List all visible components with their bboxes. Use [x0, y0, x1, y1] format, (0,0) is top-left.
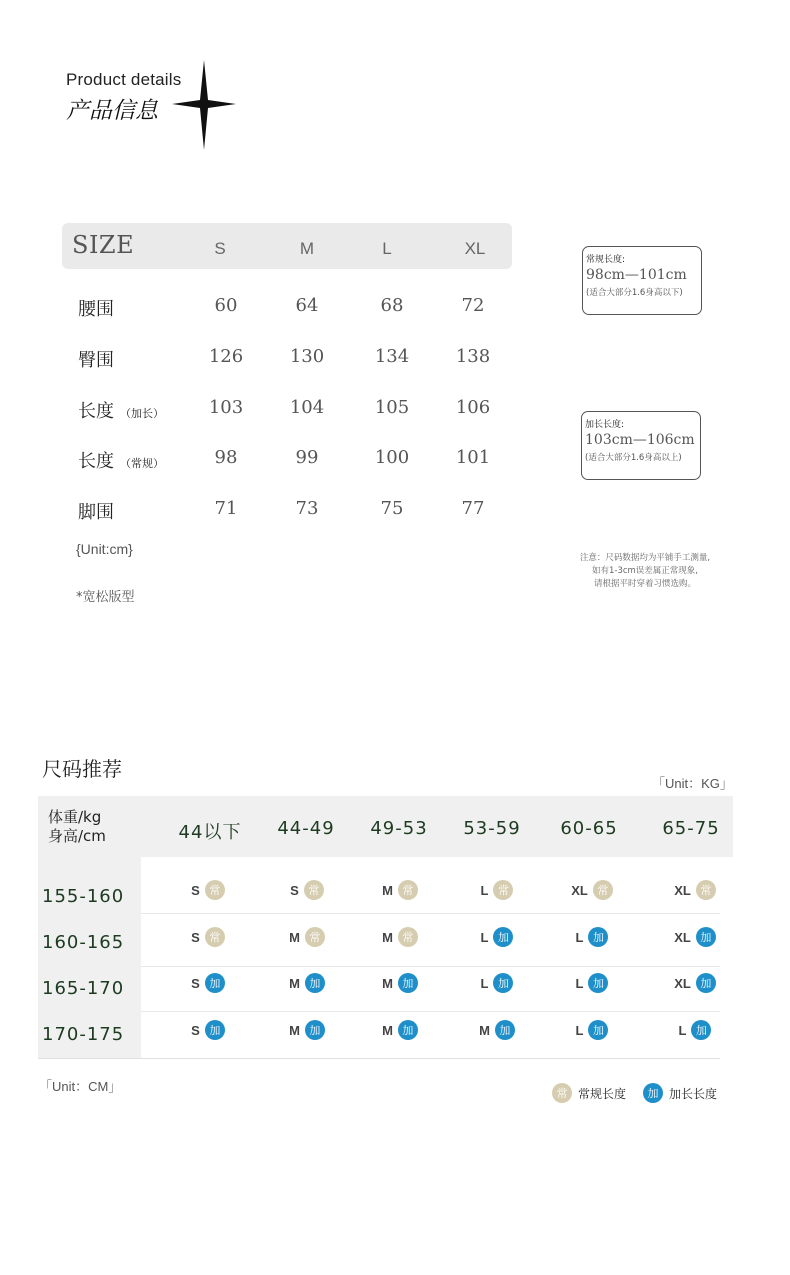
recommendation-cell: [462, 926, 532, 948]
recommendation-cell: [557, 879, 627, 901]
size-value: 130: [289, 346, 325, 367]
regular-badge-icon: 常: [552, 1083, 572, 1103]
size-value: 100: [374, 447, 410, 468]
recommendation-cell: [272, 972, 342, 994]
row-label: [78, 447, 164, 473]
size-value: 64: [295, 295, 319, 316]
recommendation-cell: [462, 1019, 532, 1041]
size-value: 103: [208, 397, 244, 418]
size-value: 77: [461, 498, 485, 519]
recommended-size: L: [575, 975, 584, 991]
size-value: 101: [455, 447, 491, 468]
size-table-header: [62, 223, 512, 269]
legend-label: 常规长度: [578, 1086, 627, 1101]
recommended-size: M: [289, 975, 300, 991]
recommended-size: L: [480, 882, 489, 898]
row-divider: [141, 1011, 720, 1012]
regular-badge-icon: 常: [493, 880, 513, 900]
header-title-en: Product details: [66, 70, 182, 89]
long-badge-icon: 加: [691, 1020, 711, 1040]
weight-col: 65-75: [662, 818, 720, 839]
measurement-notice: [560, 552, 730, 591]
notice-line: 如有1-3cm误差属正常现象,: [591, 566, 699, 576]
size-value: 98: [214, 447, 238, 468]
long-badge-icon: 加: [696, 927, 716, 947]
recommendation-cell: [173, 926, 243, 948]
recommendation-cell: [365, 879, 435, 901]
legend-regular: [552, 1083, 626, 1103]
recommended-size: S: [290, 882, 299, 898]
note-sub: (适合大部分1.6身高以下): [586, 288, 683, 298]
weight-col: 60-65: [560, 818, 618, 839]
row-label-sub: （常规）: [120, 457, 164, 470]
recommended-size: M: [289, 1022, 300, 1038]
long-badge-icon: 加: [398, 973, 418, 993]
regular-badge-icon: 常: [304, 880, 324, 900]
recommended-size: M: [382, 975, 393, 991]
recommended-size: S: [191, 1022, 200, 1038]
weight-col: 44以下: [178, 822, 242, 843]
size-col-l: L: [382, 239, 392, 258]
recommended-size: S: [191, 929, 200, 945]
row-label: [78, 295, 114, 321]
regular-badge-icon: 常: [205, 880, 225, 900]
long-badge-icon: 加: [643, 1083, 663, 1103]
long-badge-icon: 加: [588, 927, 608, 947]
regular-badge-icon: 常: [398, 927, 418, 947]
size-value: 99: [295, 447, 319, 468]
row-divider: [141, 966, 720, 967]
note-sub: (适合大部分1.6身高以上): [585, 453, 682, 463]
recommended-size: XL: [674, 882, 691, 898]
note-value: 103cm—106cm: [585, 432, 695, 448]
recommended-size: M: [382, 929, 393, 945]
row-label: [78, 346, 114, 372]
row-divider: [141, 913, 720, 914]
long-badge-icon: 加: [205, 1020, 225, 1040]
recommendation-title: 尺码推荐: [42, 757, 122, 781]
recommendation-cell: [660, 926, 730, 948]
regular-badge-icon: 常: [305, 927, 325, 947]
long-badge-icon: 加: [493, 973, 513, 993]
height-label: 165-170: [42, 978, 125, 999]
legend-label: 加长长度: [669, 1086, 718, 1101]
recommended-size: L: [575, 1022, 584, 1038]
size-value: 73: [295, 498, 319, 519]
recommendation-cell: [272, 926, 342, 948]
recommended-size: S: [191, 975, 200, 991]
recommended-size: L: [480, 975, 489, 991]
regular-badge-icon: 常: [205, 927, 225, 947]
row-label-main: 腰围: [78, 299, 114, 320]
unit-cm: 「Unit：CM」: [39, 1079, 122, 1094]
note-title: 常规长度:: [586, 255, 626, 265]
recommendation-header: [38, 796, 733, 857]
size-value: 72: [461, 295, 485, 316]
size-value: 138: [455, 346, 491, 367]
size-row: [62, 447, 512, 477]
page-header: [66, 70, 181, 125]
recommendation-cell: [660, 1019, 730, 1041]
regular-badge-icon: 常: [593, 880, 613, 900]
notice-line: 注意：尺码数据均为平铺手工测量,: [579, 553, 711, 563]
row-label: [78, 397, 164, 423]
recommendation-cell: [557, 1019, 627, 1041]
weight-col: 44-49: [277, 818, 335, 839]
size-value: 60: [214, 295, 238, 316]
recommendation-cell: [272, 879, 342, 901]
size-col-m: M: [299, 239, 315, 258]
size-row: [62, 397, 512, 427]
height-label: 160-165: [42, 932, 125, 953]
size-row: [62, 498, 512, 528]
notice-line: 请根据平时穿着习惯选购。: [593, 579, 696, 589]
recommendation-cell: [272, 1019, 342, 1041]
recommended-size: XL: [571, 882, 588, 898]
recommendation-cell: [173, 972, 243, 994]
recommendation-cell: [173, 879, 243, 901]
row-label-main: 臀围: [78, 350, 114, 371]
sparkle-star-icon: [168, 60, 238, 150]
recommended-size: M: [382, 882, 393, 898]
corner-label: [48, 808, 106, 846]
recommended-size: L: [575, 929, 584, 945]
long-badge-icon: 加: [205, 973, 225, 993]
weight-col: 53-59: [463, 818, 521, 839]
recommended-size: M: [289, 929, 300, 945]
recommendation-cell: [173, 1019, 243, 1041]
size-value: 134: [374, 346, 410, 367]
regular-badge-icon: 常: [696, 880, 716, 900]
long-badge-icon: 加: [398, 1020, 418, 1040]
long-badge-icon: 加: [588, 1020, 608, 1040]
recommendation-cell: [557, 926, 627, 948]
recommendation-cell: [365, 1019, 435, 1041]
long-badge-icon: 加: [305, 973, 325, 993]
recommendation-cell: [557, 972, 627, 994]
long-length-note: [581, 411, 701, 480]
regular-badge-icon: 常: [398, 880, 418, 900]
size-value: 68: [380, 295, 404, 316]
size-value: 71: [214, 498, 238, 519]
size-value: 75: [380, 498, 404, 519]
row-label-main: 脚围: [78, 502, 114, 523]
long-badge-icon: 加: [493, 927, 513, 947]
size-row: [62, 346, 512, 376]
note-title: 加长长度:: [585, 420, 625, 430]
unit-kg: 「Unit：KG」: [652, 776, 733, 791]
weight-col: 49-53: [370, 818, 428, 839]
recommended-size: M: [382, 1022, 393, 1038]
recommendation-cell: [660, 879, 730, 901]
size-table-title: SIZE: [72, 231, 135, 259]
row-label: [78, 498, 114, 524]
size-value: 126: [208, 346, 244, 367]
size-col-s: S: [214, 239, 226, 258]
regular-length-note: [582, 246, 702, 315]
note-value: 98cm—101cm: [586, 267, 687, 283]
recommendation-cell: [365, 972, 435, 994]
recommended-size: XL: [674, 975, 691, 991]
long-badge-icon: 加: [495, 1020, 515, 1040]
fit-note: *宽松版型: [76, 590, 135, 605]
recommended-size: L: [480, 929, 489, 945]
size-value: 104: [289, 397, 325, 418]
size-row: [62, 295, 512, 325]
corner-weight: 体重/kg: [48, 808, 102, 826]
recommended-size: L: [678, 1022, 687, 1038]
recommended-size: XL: [674, 929, 691, 945]
recommended-size: M: [479, 1022, 490, 1038]
long-badge-icon: 加: [305, 1020, 325, 1040]
row-label-main: 长度: [78, 401, 114, 422]
recommendation-cell: [365, 926, 435, 948]
long-badge-icon: 加: [588, 973, 608, 993]
long-badge-icon: 加: [696, 973, 716, 993]
recommended-size: S: [191, 882, 200, 898]
height-label: 170-175: [42, 1024, 125, 1045]
size-col-xl: XL: [464, 239, 486, 258]
size-value: 106: [455, 397, 491, 418]
height-label: 155-160: [42, 886, 125, 907]
header-title-cn: 产品信息: [66, 98, 158, 124]
size-unit: {Unit:cm}: [76, 541, 133, 557]
table-bottom-border: [38, 1058, 720, 1059]
size-value: 105: [374, 397, 410, 418]
row-label-sub: （加长）: [120, 407, 164, 420]
row-label-main: 长度: [78, 451, 114, 472]
recommendation-cell: [462, 879, 532, 901]
recommendation-cell: [660, 972, 730, 994]
corner-height: 身高/cm: [48, 827, 106, 845]
recommendation-cell: [462, 972, 532, 994]
legend-long: [643, 1083, 717, 1103]
